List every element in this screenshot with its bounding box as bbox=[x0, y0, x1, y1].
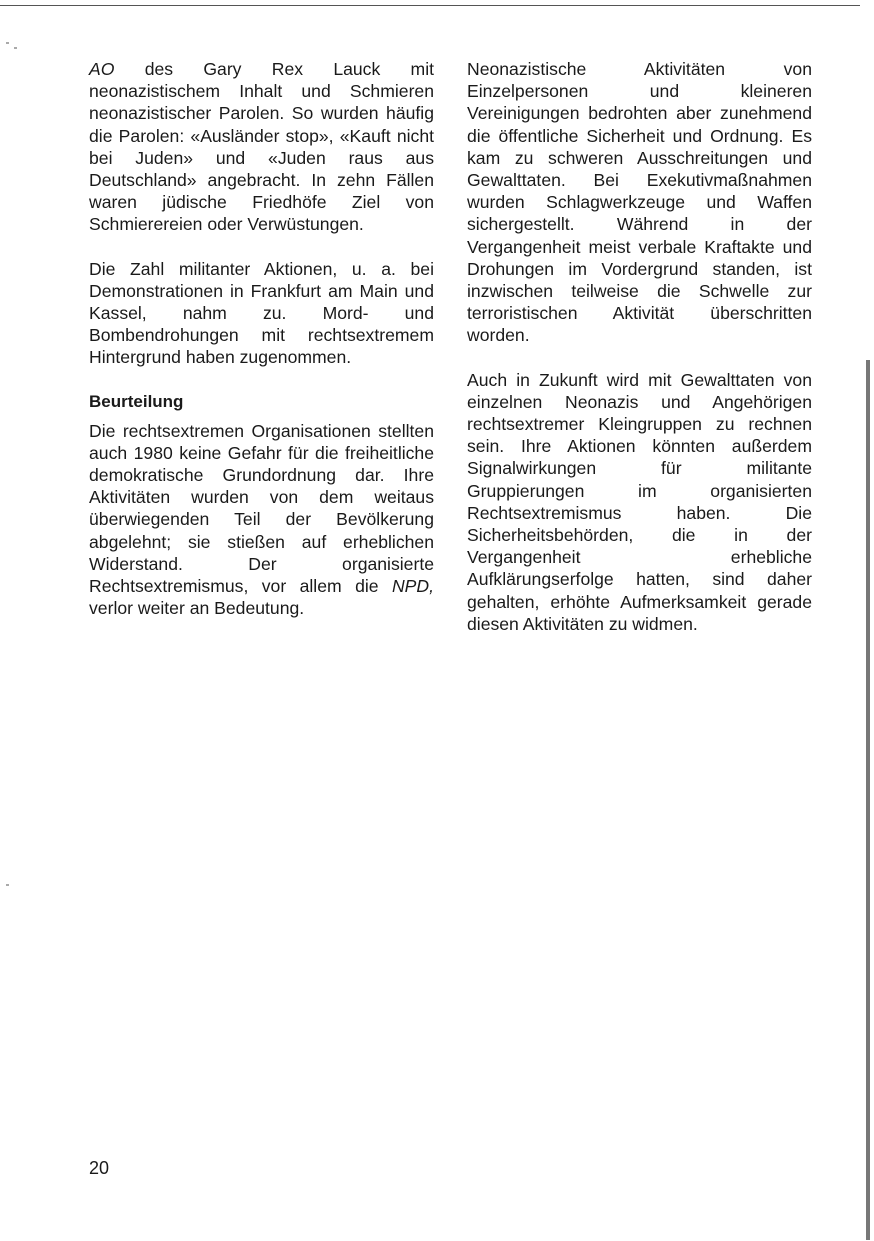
right-column bbox=[467, 58, 812, 657]
italic-term: AO bbox=[89, 59, 115, 79]
paragraph-text: des Gary Rex Lauck mit neonazistischem Inhalt und Schmieren neonazistischer Parolen. So wurden häufig die Parolen: «Ausländer stop», «Kauft nicht bei Juden» und «Juden raus aus Deutschland» angebracht. In zehn Fällen waren jüdische Friedhöfe Ziel von Schmierereien oder Verwüstungen. bbox=[89, 59, 434, 235]
paragraph bbox=[89, 58, 434, 236]
section-heading: Beurteilung bbox=[89, 391, 184, 411]
scan-speck bbox=[14, 47, 17, 49]
top-rule bbox=[0, 5, 860, 6]
paragraph-text: Die rechtsextremen Organisationen stellten auch 1980 keine Gefahr für die freiheitliche demokratische Grundordnung dar. Ihre Aktivitäten wurden von dem weitaus überwiegenden Teil der Bevölkerung abgelehnt; sie stießen auf erheblichen Widerstand. Der organisierte Rechtsextremismus, vor allem die bbox=[89, 420, 434, 597]
italic-term: NPD, bbox=[391, 576, 434, 597]
left-column bbox=[89, 58, 434, 641]
paragraph: Neonazistische Aktivitäten von Einzelpersonen und kleineren Vereinigungen bedrohten aber zunehmend die öffentliche Sicherheit und Ordnung. Es kam zu schweren Ausschreitungen und Gewalttaten. Bei Exekutivmaßnahmen wurden Schlagwerkzeuge und Waffen sichergestellt. Während in der Vergangenheit meist verbale Kraftakte und Drohungen im Vordergrund standen, ist inzwischen teilweise die Schwelle zur terroristischen Aktivität überschritten worden. bbox=[467, 59, 812, 346]
page-number: 20 bbox=[89, 1158, 110, 1178]
scan-speck bbox=[6, 884, 9, 886]
paragraph: Die Zahl militanter Aktionen, u. a. bei Demonstrationen in Frankfurt am Main und Kassel, nahm zu. Mord- und Bombendrohungen mit rechtsextremem Hintergrund haben zugenommen. bbox=[89, 258, 434, 368]
paragraph: Auch in Zukunft wird mit Gewalttaten von einzelnen Neonazis und Angehörigen rechtsextremer Kleingruppen zu rechnen sein. Ihre Aktionen könnten außerdem Signalwirkungen für militante Gruppierungen im organisierten Rechtsextremismus haben. Die Sicherheitsbehörden, die in der Vergangenheit erhebliche Aufklärungserfolge hatten, sind daher gehalten, erhöhte Aufmerksamkeit gerade diesen Aktivitäten zu widmen. bbox=[467, 369, 812, 634]
paragraph-text: verlor weiter an Bedeutung. bbox=[89, 598, 305, 619]
scan-speck bbox=[6, 42, 9, 44]
paragraph bbox=[89, 420, 434, 620]
page-edge-shadow bbox=[866, 360, 870, 1240]
